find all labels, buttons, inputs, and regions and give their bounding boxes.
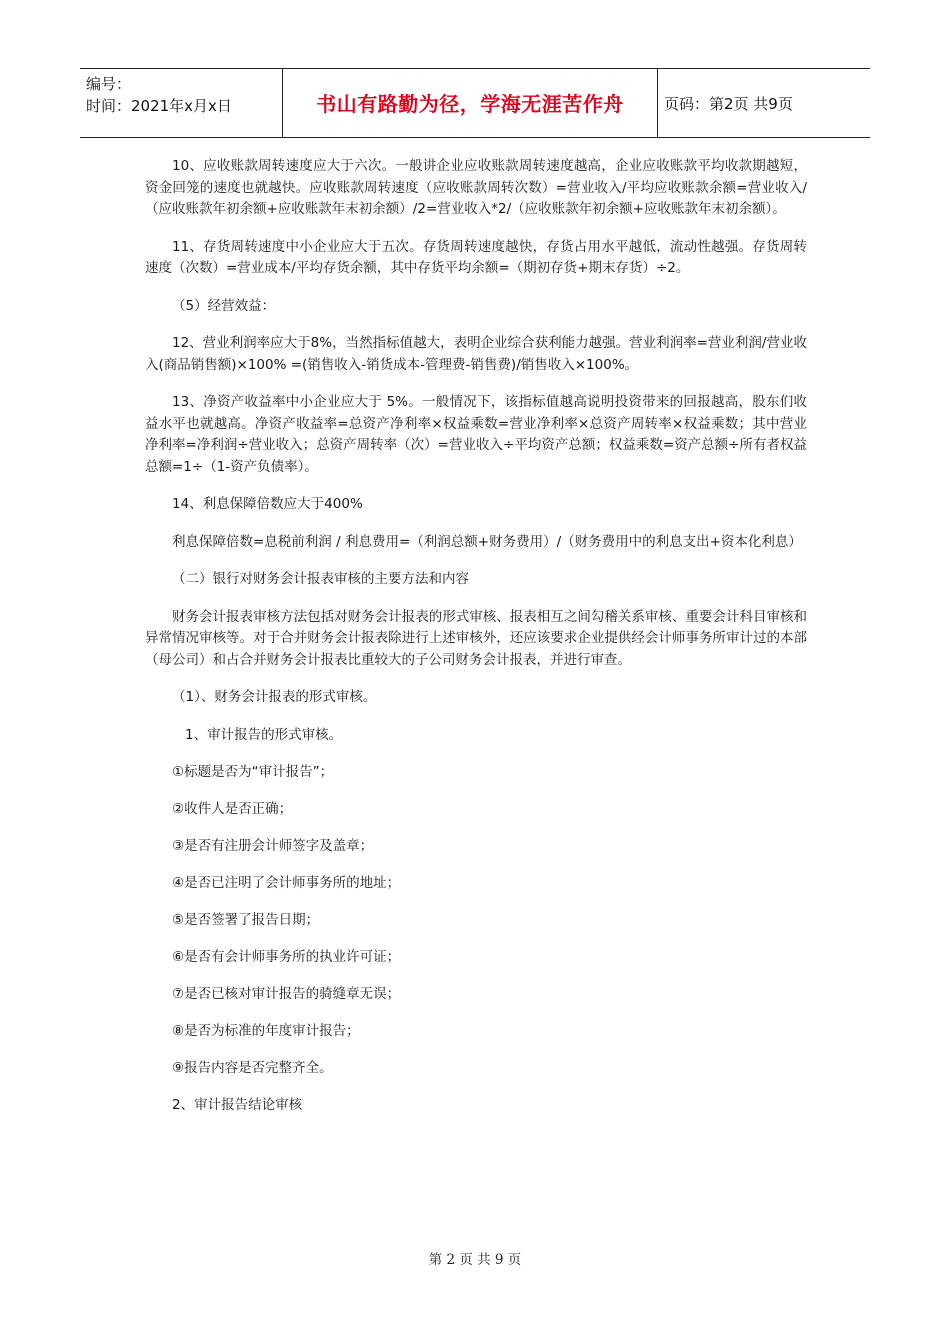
checklist-item: ③是否有注册会计师签字及盖章； [172,838,374,854]
section-heading-operating-efficiency: （5）经营效益： [172,297,276,314]
paragraph-receivables-turnover: 10、应收账款周转速度应大于六次。一般讲企业应收账款周转速度越高，企业应收账款平均收款期越短，资金回笼的速度也就越快。应收账款周转速度（应收账款周转次数）=营业收入/平均应收账款余额=营业收入/（应收账款年初余额+应收账款年末初余额）/2=营业收入*2/（应收账款年初余额+应收账款年末初余额）。 [145,158,807,217]
paragraph-roe: 13、净资产收益率中小企业应大于 5%。一般情况下，该指标值越高说明投资带来的回报越高，股东们收益水平也就越高。净资产收益率=总资产净利率×权益乘数=营业净利率×总资产周转率×权益乘数；其中营业净利率=净利润÷营业收入；总资产周转率（次）=营业收入÷平均资产总额；权益乘数=资产总额÷所有者权益总额=1÷（1-资产负债率）。 [145,394,807,475]
checklist-item: ⑦是否已核对审计报告的骑缝章无误； [172,986,401,1002]
header-motto: 书山有路勤为径，学海无涯苦作舟 [316,92,624,116]
subsection-heading-audit-conclusion: 2、审计报告结论审核 [172,1097,303,1113]
paragraph-operating-margin: 12、营业利润率应大于8%，当然指标值越大，表明企业综合获利能力越强。营业利润率=营业利润/营业收入(商品销售额)×100% =(销售收入-销货成本-管理费-销售费)/销售收入×100%。 [145,335,807,373]
header-meta [86,73,282,117]
checklist-item: ②收件人是否正确； [172,801,293,817]
paragraph-inventory-turnover: 11、存货周转速度中小企业应大于五次。存货周转速度越快，存货占用水平越低，流动性越强。存货周转速度（次数）=营业成本/平均存货余额，其中存货平均余额=（期初存货+期末存货）÷2。 [145,238,807,276]
header-divider [657,69,658,137]
checklist-item: ⑥是否有会计师事务所的执业许可证； [172,949,401,965]
paragraph-interest-coverage: 14、利息保障倍数应大于400% [172,496,363,512]
checklist-item: ⑨报告内容是否完整齐全。 [172,1060,333,1076]
document-date: 时间：2021年x月x日 [86,97,232,115]
checklist-item: ④是否已注明了会计师事务所的地址； [172,875,401,891]
document-body [145,156,807,1132]
checklist-item: ①标题是否为“审计报告”； [172,764,334,780]
audit-checklist [145,762,807,1132]
section-heading-bank-review: （二）银行对财务会计报表审核的主要方法和内容 [172,571,469,587]
page-header [80,68,870,138]
checklist-item: ⑤是否签署了报告日期； [172,912,320,928]
document-number-label: 编号： [86,75,132,93]
subsection-heading-form-review: （1）、财务会计报表的形式审核。 [172,689,377,705]
checklist-item: ⑧是否为标准的年度审计报告； [172,1023,360,1039]
paragraph-interest-coverage-formula: 利息保障倍数=息税前利润 / 利息费用=（利润总额+财务费用）/（财务费用中的利息支出+资本化利息） [172,533,802,550]
subsection-heading-audit-report-form: 1、审计报告的形式审核。 [185,726,343,743]
paragraph-review-methods: 财务会计报表审核方法包括对财务会计报表的形式审核、报表相互之间勾稽关系审核、重要会计科目审核和异常情况审核等。对于合并财务会计报表除进行上述审核外，还应该要求企业提供经会计师事务所审计过的本部（母公司）和占合并财务会计报表比重较大的子公司财务会计报表，并进行审查。 [145,608,807,668]
page-footer: 第 2 页 共 9 页 [428,1252,522,1268]
header-page-info: 页码：第2页 共9页 [664,95,793,113]
